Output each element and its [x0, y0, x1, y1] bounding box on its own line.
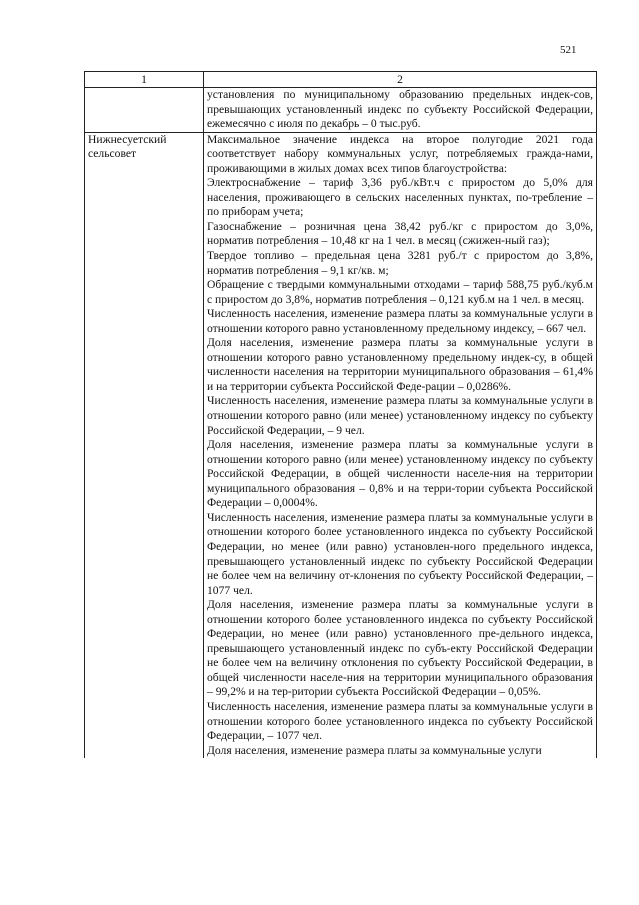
paragraph: установления по муниципальному образованию предельных индек-сов, превышающих установленный индекс по субъекту Российской Федерации, ежемесячно с июля по декабрь – 0 тыс.руб.: [207, 88, 593, 131]
municipality-cell: Нижнесуетский сельсовет: [85, 132, 204, 758]
paragraph: Электроснабжение – тариф 3,36 руб./кВт.ч с приростом до 5,0% для населения, проживающего в сельских населенных пунктах, по-требление – по приборам учета;: [207, 176, 593, 219]
table-header-row: [85, 72, 597, 88]
description-cell: [204, 132, 597, 758]
column-header-1: 1: [85, 72, 204, 88]
document-table: [84, 71, 597, 758]
description-cell: [204, 88, 597, 133]
paragraph: Доля населения, изменение размера платы за коммунальные услуги в отношении которого равно (или менее) установленному индексу по субъекту Российской Федерации, в общей численности населе-ния на территории муниципального образования – 0,8% и на терри-тории субъекта Российской Федерации – 0,0004%.: [207, 438, 593, 510]
municipality-cell: [85, 88, 204, 133]
page-number: 521: [560, 44, 577, 56]
paragraph: Численность населения, изменение размера платы за коммунальные услуги в отношении которого более установленного индекса по субъекту Российской Федерации, но менее (или равно) установлен-ного предельного индекса, превышающего установленный индекс по субъекту Российской Федерации не более чем на величину от-клонения по субъекту Российской Федерации, – 1077 чел.: [207, 510, 593, 597]
paragraph: Доля населения, изменение размера платы за коммунальные услуги в отношении которого более установленного индекса по субъекту Российской Федерации, но менее (или равно) установленного пре-дельного индекса, превышающего установленный индекс по субъ-екту Российской Федерации не более чем на величину отклонения по субъекту Российской Федерации, в общей численности населе-ния на территории муниципального образования – 99,2% и на тер-ритории субъекта Российской Федерации – 0,05%.: [207, 598, 593, 699]
paragraph: Доля населения, изменение размера платы за коммунальные услуги в отношении которого равно установленному предельному индек-су, в общей численности населения на территории муниципального образования – 61,4% и на территории субъекта Российской Феде-рации – 0,0286%.: [207, 336, 593, 393]
paragraph: Численность населения, изменение размера платы за коммунальные услуги в отношении которого более установленного индекса по субъекту Российской Федерации, – 1077 чел.: [207, 699, 593, 743]
table-row: [85, 88, 597, 133]
paragraph: Обращение с твердыми коммунальными отходами – тариф 588,75 руб./куб.м с приростом до 3,8%, норматив потребления – 0,121 куб.м на 1 чел. в месяц.: [207, 278, 593, 306]
column-header-2: 2: [204, 72, 597, 88]
paragraph: Численность населения, изменение размера платы за коммунальные услуги в отношении которого равно установленному предельному индексу, – 667 чел.: [207, 307, 593, 335]
paragraph: Твердое топливо – предельная цена 3281 руб./т с приростом до 3,8%, норматив потребления – 9,1 кг/кв. м;: [207, 249, 593, 277]
table-row: [85, 132, 597, 758]
paragraph: Доля населения, изменение размера платы за коммунальные услуги: [207, 743, 542, 757]
paragraph: Численность населения, изменение размера платы за коммунальные услуги в отношении которого равно (или менее) установленному индексу по субъекту Российской Федерации, – 9 чел.: [207, 394, 593, 437]
paragraph: Максимальное значение индекса на второе полугодие 2021 года соответствует набору коммунальных услуг, потребляемых гражда-нами, проживающими в жилых домах всех типов благоустройства:: [207, 132, 593, 175]
paragraph: Газоснабжение – розничная цена 38,42 руб./кг с приростом до 3,0%, норматив потребления – 10,48 кг на 1 чел. в месяц (сжижен-ный газ);: [207, 219, 593, 248]
